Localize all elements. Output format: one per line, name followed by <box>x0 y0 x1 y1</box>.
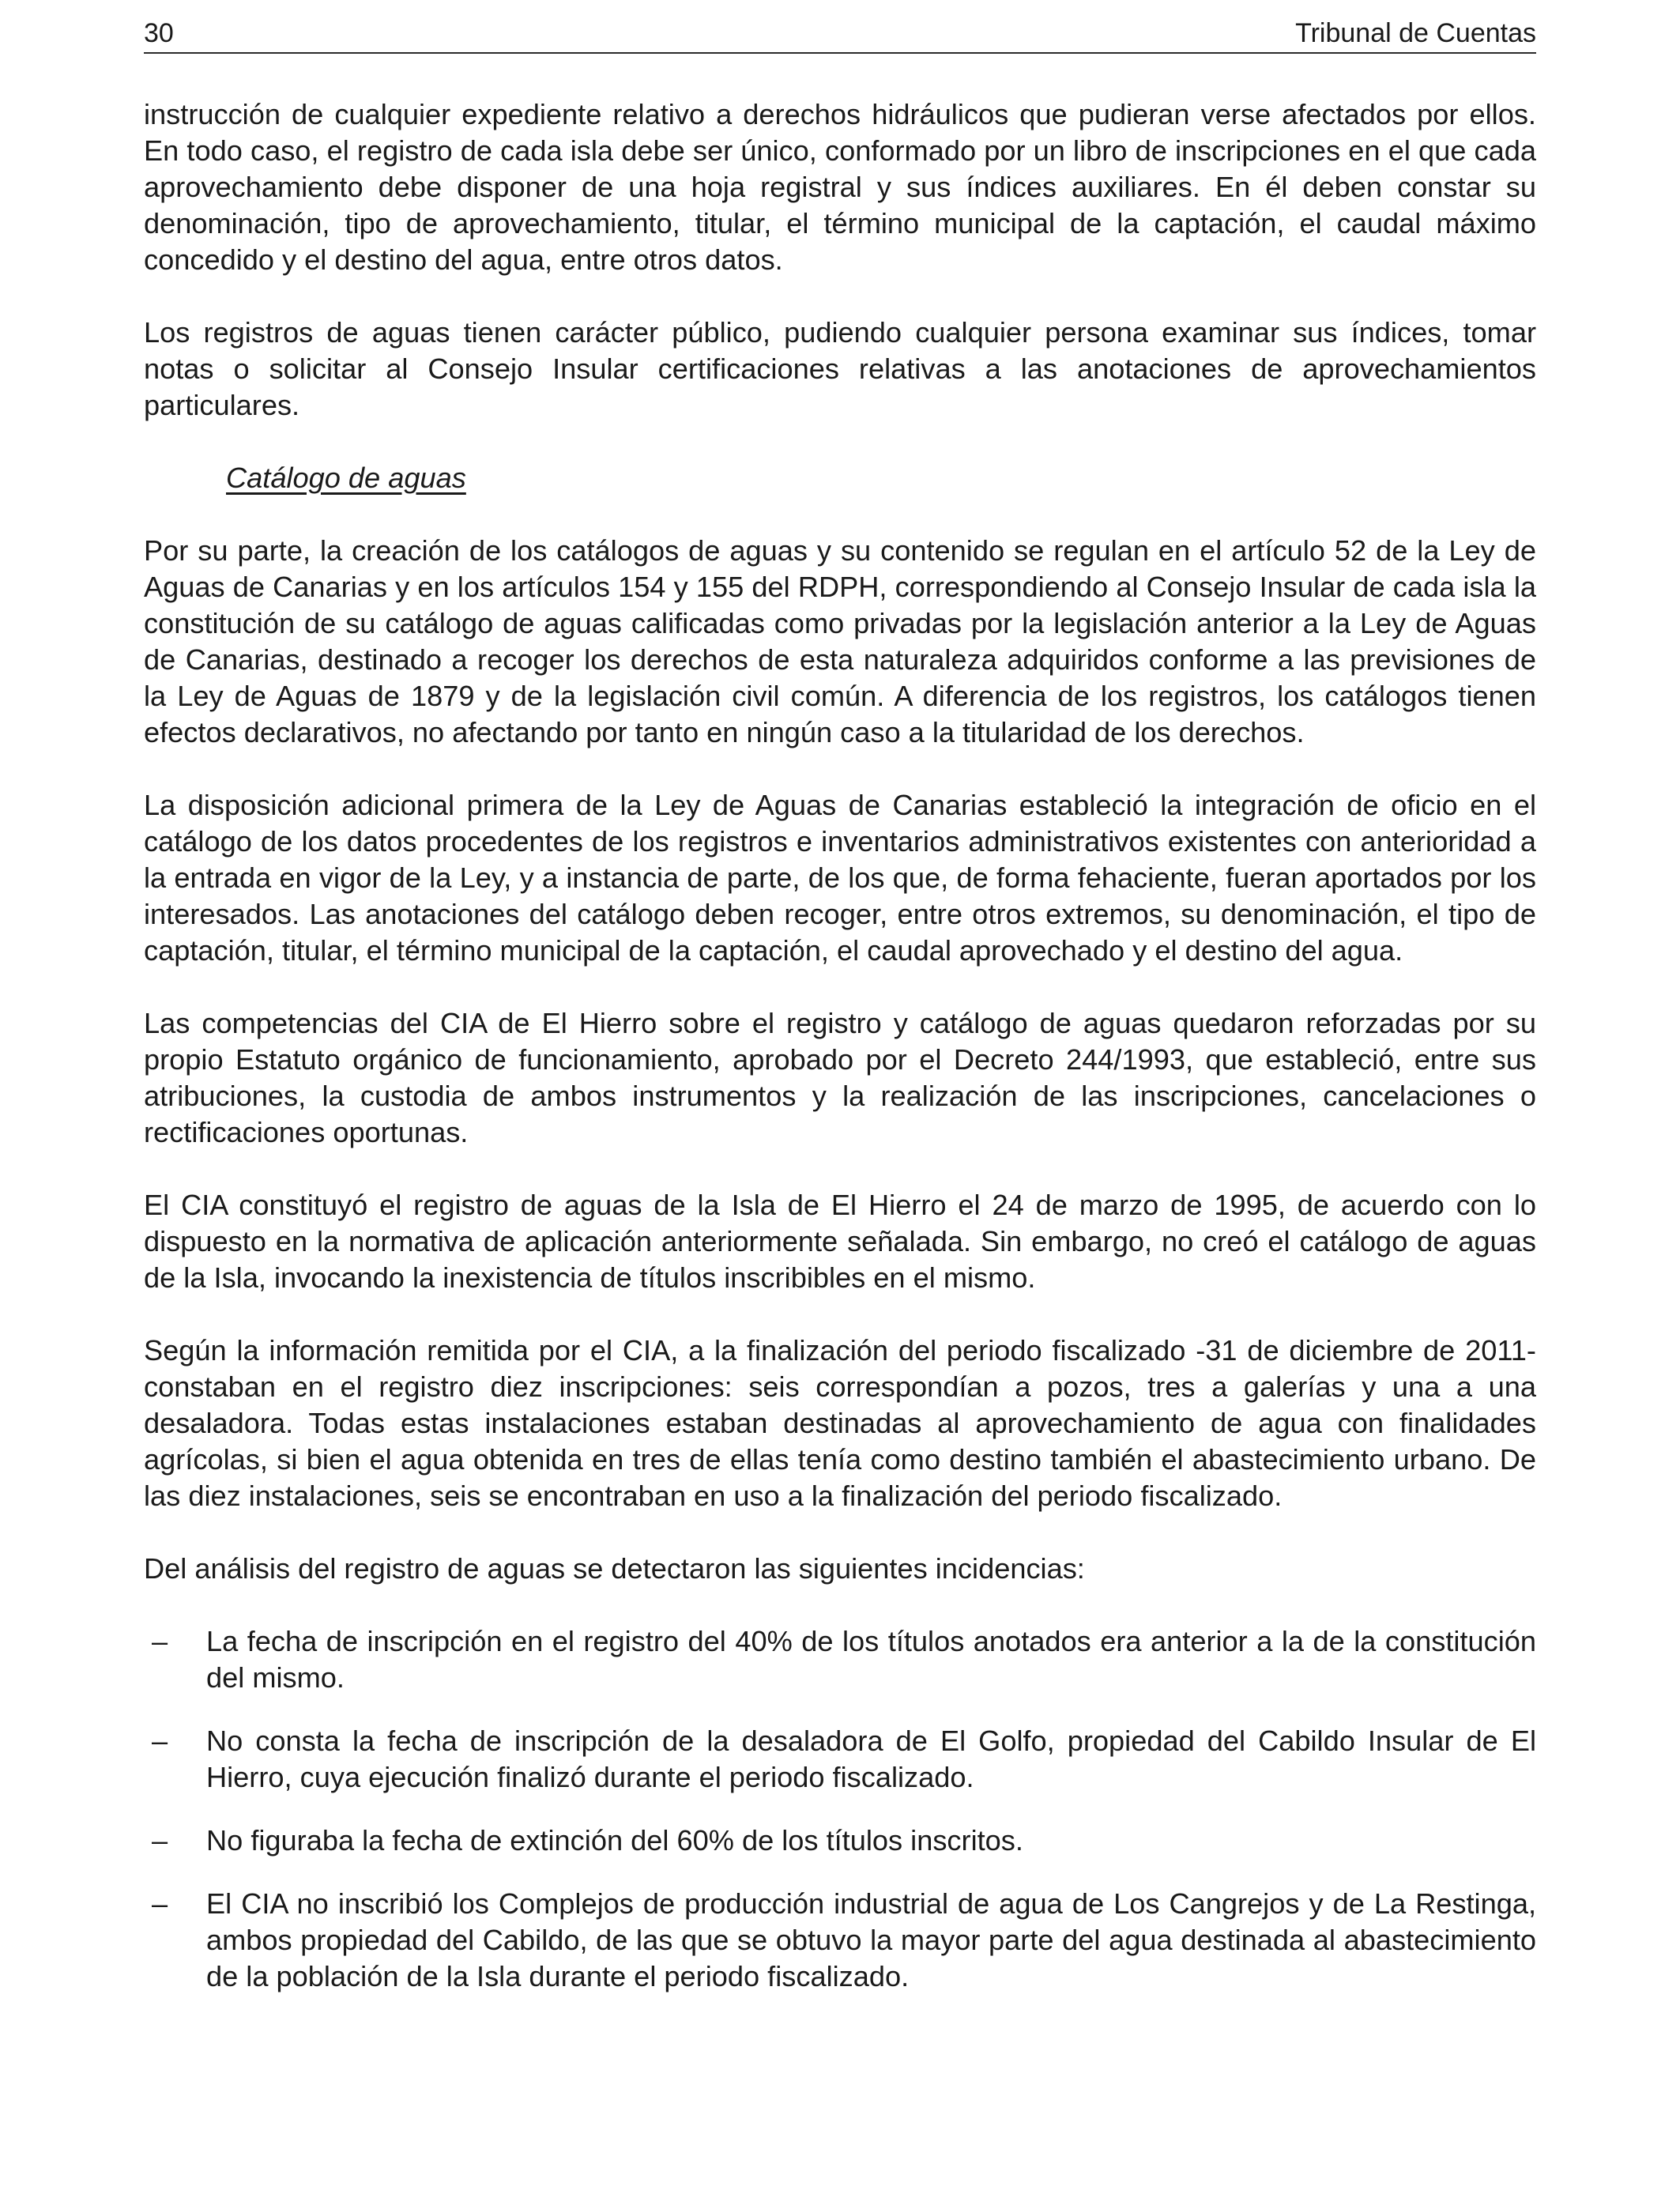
list-item-text: No consta la fecha de inscripción de la desaladora de El Golfo, propiedad del Cabildo Insular de El Hierro, cuya ejecución finalizó durante el periodo fiscalizado. <box>206 1725 1536 1793</box>
list-item-text: No figuraba la fecha de extinción del 60% de los títulos inscritos. <box>206 1824 1023 1857</box>
document-body <box>144 96 1536 2022</box>
list-item-text: La fecha de inscripción en el registro del 40% de los títulos anotados era anterior a la de la constitución del mismo. <box>206 1625 1536 1694</box>
paragraph: Las competencias del CIA de El Hierro sobre el registro y catálogo de aguas quedaron reforzadas por su propio Estatuto orgánico de funcionamiento, aprobado por el Decreto 244/1993, que estableció, entre sus atribuciones, la custodia de ambos instrumentos y la realización de las inscripciones, cancelaciones o rectificaciones oportunas. <box>144 1007 1536 1148</box>
incidents-list <box>144 1623 1536 1995</box>
dash-bullet: – <box>152 1725 168 1757</box>
paragraph: Los registros de aguas tienen carácter público, pudiendo cualquier persona examinar sus índices, tomar notas o solicitar al Consejo Insular certificaciones relativas a las anotaciones de aprovechamientos particulares. <box>144 316 1536 421</box>
dash-bullet: – <box>152 1824 168 1857</box>
dash-bullet: – <box>152 1887 168 1920</box>
dash-bullet: – <box>152 1625 168 1657</box>
page-header <box>144 14 1536 54</box>
list-item <box>144 1823 1536 1859</box>
list-item <box>144 1723 1536 1796</box>
page-number: 30 <box>144 18 174 48</box>
paragraph: La disposición adicional primera de la Ley de Aguas de Canarias estableció la integración de oficio en el catálogo de los datos procedentes de los registros e inventarios administrativos existentes con anterioridad a la entrada en vigor de la Ley, y a instancia de parte, de los que, de forma fehaciente, fueran aportados por los interesados. Las anotaciones del catálogo deben recoger, entre otros extremos, su denominación, el tipo de captación, titular, el término municipal de la captación, el caudal aprovechado y el destino del agua. <box>144 789 1536 967</box>
section-heading: Catálogo de aguas <box>226 462 466 494</box>
paragraph: Del análisis del registro de aguas se detectaron las siguientes incidencias: <box>144 1552 1085 1585</box>
paragraph: instrucción de cualquier expediente relativo a derechos hidráulicos que pudieran verse afectados por ellos. En todo caso, el registro de cada isla debe ser único, conformado por un libro de inscripciones en el que cada aprovechamiento debe disponer de una hoja registral y sus índices auxiliares. En él deben constar su denominación, tipo de aprovechamiento, titular, el término municipal de la captación, el caudal máximo concedido y el destino del agua, entre otros datos. <box>144 98 1536 276</box>
list-item-text: El CIA no inscribió los Complejos de producción industrial de agua de Los Cangrejos y de La Restinga, ambos propiedad del Cabildo, de las que se obtuvo la mayor parte del agua destinada al abastecimiento de la población de la Isla durante el periodo fiscalizado. <box>206 1887 1536 1992</box>
list-item <box>144 1886 1536 1995</box>
paragraph: Por su parte, la creación de los catálogos de aguas y su contenido se regulan en el artículo 52 de la Ley de Aguas de Canarias y en los artículos 154 y 155 del RDPH, correspondiendo al Consejo Insular de cada isla la constitución de su catálogo de aguas calificadas como privadas por la legislación anterior a la Ley de Aguas de Canarias, destinado a recoger los derechos de esta naturaleza adquiridos conforme a las previsiones de la Ley de Aguas de 1879 y de la legislación civil común. A diferencia de los registros, los catálogos tienen efectos declarativos, no afectando por tanto en ningún caso a la titularidad de los derechos. <box>144 534 1536 748</box>
header-title: Tribunal de Cuentas <box>1295 18 1536 48</box>
paragraph: Según la información remitida por el CIA, a la finalización del periodo fiscalizado -31 de diciembre de 2011- constaban en el registro diez inscripciones: seis correspondían a pozos, tres a galerías y una a una desaladora. Todas estas instalaciones estaban destinadas al aprovechamiento de agua con finalidades agrícolas, si bien el agua obtenida en tres de ellas tenía como destino también el abastecimiento urbano. De las diez instalaciones, seis se encontraban en uso a la finalización del periodo fiscalizado. <box>144 1334 1536 1512</box>
paragraph: El CIA constituyó el registro de aguas de la Isla de El Hierro el 24 de marzo de 1995, de acuerdo con lo dispuesto en la normativa de aplicación anteriormente señalada. Sin embargo, no creó el catálogo de aguas de la Isla, invocando la inexistencia de títulos inscribibles en el mismo. <box>144 1189 1536 1294</box>
list-item <box>144 1623 1536 1696</box>
